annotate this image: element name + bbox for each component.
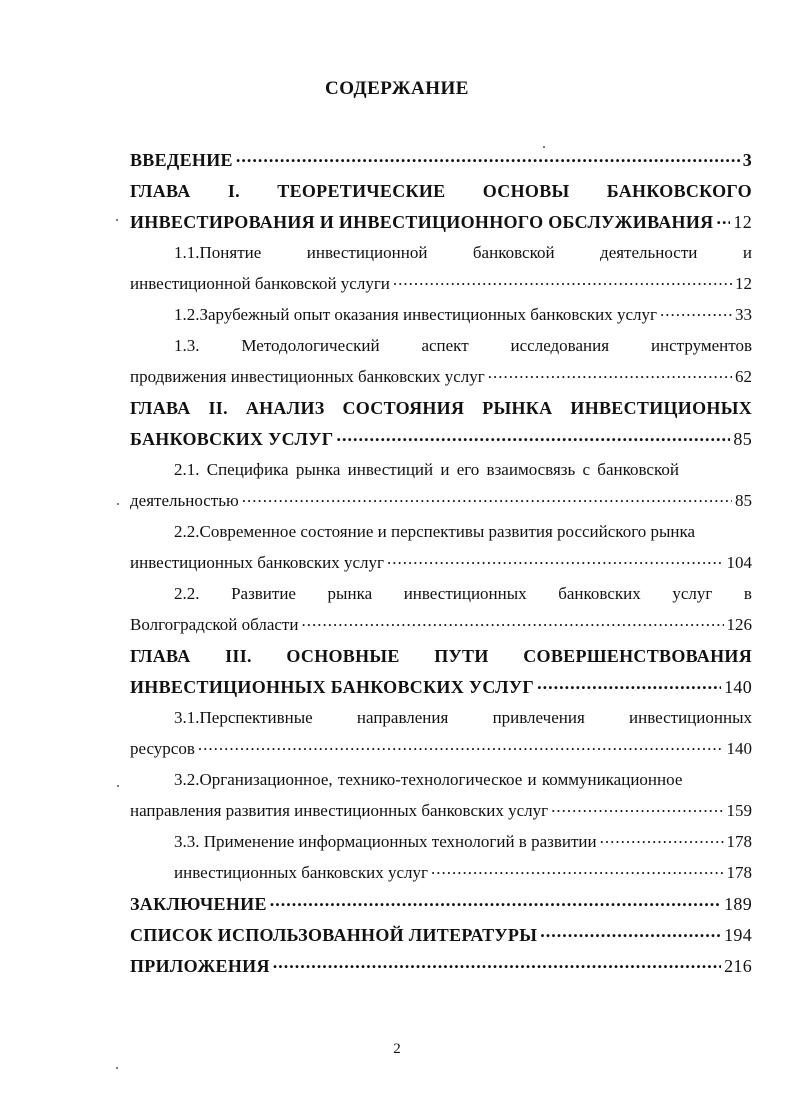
toc-word: инвестиционных <box>629 708 752 727</box>
toc-chapter-2-line-1[interactable] <box>130 388 752 419</box>
toc-entry-appendices[interactable] <box>130 946 752 977</box>
dot-leader <box>273 951 721 973</box>
toc-section-3-3-line-1[interactable] <box>130 822 752 853</box>
toc-word: Методологический <box>241 336 380 355</box>
toc-section-3-1-line-2[interactable] <box>130 729 752 760</box>
toc-word: банковской <box>472 243 555 262</box>
toc-section-2-2-line-1[interactable] <box>130 512 752 543</box>
toc-word: 1.1.Понятие <box>174 243 262 262</box>
toc-entry-label: инвестиционных банковских услуг <box>130 553 384 572</box>
toc-word: Развитие <box>231 584 296 603</box>
toc-page-number: 12 <box>735 274 752 293</box>
page-number: 2 <box>393 1041 401 1057</box>
dot-leader <box>198 734 724 756</box>
toc-entry-label: СПИСОК ИСПОЛЬЗОВАННОЙ ЛИТЕРАТУРЫ <box>130 925 538 945</box>
toc-word: направления <box>356 708 449 727</box>
toc-chapter-2-line-2[interactable] <box>130 419 752 450</box>
toc-page-number: 140 <box>724 677 752 697</box>
toc-word: инвестиционной <box>306 243 428 262</box>
dot-leader <box>236 145 740 167</box>
scan-speck <box>116 1067 118 1069</box>
toc-word: банковских <box>558 584 641 603</box>
toc-word: и <box>742 243 752 262</box>
toc-page-number: 189 <box>724 894 752 914</box>
toc-word: аспект <box>421 336 469 355</box>
toc-entry-label: ИНВЕСТИРОВАНИЯ И ИНВЕСТИЦИОННОГО ОБСЛУЖИВАНИЯ <box>130 212 714 232</box>
toc-word: рынка <box>327 584 373 603</box>
dot-leader <box>660 300 732 322</box>
scan-speck <box>116 219 118 221</box>
toc-section-2-3-line-1[interactable] <box>130 574 752 605</box>
toc-entry-label: 3.3. Применение информационных технологий в развитии <box>174 832 597 851</box>
toc-entry-label: 2.2.Современное состояние и перспективы развития российского рынка <box>174 522 696 541</box>
dot-leader <box>301 610 723 632</box>
toc-entry-label: инвестиционной банковской услуги <box>130 274 390 293</box>
toc-section-2-1-line-1[interactable] <box>130 450 752 481</box>
toc-section-3-1-line-1[interactable] <box>130 698 752 729</box>
toc-chapter-3-line-2[interactable] <box>130 667 752 698</box>
toc-entry-label: направления развития инвестиционных банковских услуг <box>130 801 549 820</box>
toc-word: СОВЕРШЕНСТВОВАНИЯ <box>523 646 752 666</box>
toc-section-3-2-line-2[interactable] <box>130 791 752 822</box>
toc-word: деятельности <box>600 243 698 262</box>
dot-leader <box>488 362 732 384</box>
toc-section-3-2-line-1[interactable] <box>130 760 752 791</box>
toc-section-1-3-line-2[interactable] <box>130 357 752 388</box>
toc-section-1-1-line-1[interactable] <box>130 233 752 264</box>
toc-entry-label: ИНВЕСТИЦИОННЫХ БАНКОВСКИХ УСЛУГ <box>130 677 535 697</box>
dot-leader <box>551 796 723 818</box>
toc-word: ГЛАВА <box>130 181 191 201</box>
toc-word: ПУТИ <box>434 646 489 666</box>
toc-section-1-3-line-1[interactable] <box>130 326 752 357</box>
toc-page-number: 3 <box>742 150 752 170</box>
scan-speck <box>117 503 119 505</box>
toc-word: 3.1.Перспективные <box>174 708 313 727</box>
toc-chapter-1-line-2[interactable] <box>130 202 752 233</box>
toc-word: привлечения <box>492 708 585 727</box>
dot-leader <box>336 424 730 446</box>
toc-entry-label: продвижения инвестиционных банковских услуг <box>130 367 485 386</box>
dot-leader <box>387 548 724 570</box>
toc-word: ГЛАВА <box>130 646 191 666</box>
toc-word: III. <box>225 646 252 666</box>
dot-leader <box>540 920 721 942</box>
table-of-contents <box>130 140 752 977</box>
toc-entry-label: ресурсов <box>130 739 195 758</box>
toc-word: БАНКОВСКОГО <box>606 181 752 201</box>
toc-entry-label: деятельностью <box>130 491 239 510</box>
toc-page-number: 140 <box>726 739 752 758</box>
dot-leader <box>716 207 730 229</box>
toc-word: ОСНОВНЫЕ <box>286 646 400 666</box>
dot-leader <box>537 672 721 694</box>
toc-entry-label: инвестиционных банковских услуг <box>174 863 428 882</box>
toc-page-number: 33 <box>735 305 752 324</box>
toc-entry-label: Волгоградской области <box>130 615 299 634</box>
toc-word: инструментов <box>650 336 752 355</box>
scan-speck <box>543 146 545 148</box>
toc-word: в <box>743 584 752 603</box>
toc-entry-label: ВВЕДЕНИЕ <box>130 150 233 170</box>
dot-leader <box>600 827 724 849</box>
toc-page-number: 216 <box>724 956 752 976</box>
toc-section-3-3-line-2[interactable] <box>130 853 752 884</box>
toc-entry-references[interactable] <box>130 915 752 946</box>
toc-page-number: 104 <box>726 553 752 572</box>
toc-page-number: 12 <box>733 212 752 232</box>
toc-chapter-3-line-1[interactable] <box>130 636 752 667</box>
toc-page-number: 85 <box>735 491 752 510</box>
toc-entry-label: 3.2.Организационное, технико-технологическое и коммуникационное <box>174 770 683 789</box>
dot-leader <box>393 269 732 291</box>
toc-section-2-2-line-2[interactable] <box>130 543 752 574</box>
toc-word: услуг <box>672 584 713 603</box>
dot-leader <box>270 889 721 911</box>
toc-word: исследования <box>510 336 610 355</box>
toc-entry-label: ПРИЛОЖЕНИЯ <box>130 956 270 976</box>
toc-word: ИНВЕСТИЦИОНЫХ <box>570 398 752 418</box>
toc-word: II. <box>208 398 228 418</box>
toc-entry-conclusion[interactable] <box>130 884 752 915</box>
toc-page-number: 194 <box>724 925 752 945</box>
toc-word: 1.3. <box>174 336 200 355</box>
toc-word: I. <box>227 181 240 201</box>
toc-entry-label: БАНКОВСКИХ УСЛУГ <box>130 429 334 449</box>
toc-word: ТЕОРЕТИЧЕСКИЕ <box>277 181 446 201</box>
toc-section-1-1-line-2[interactable] <box>130 264 752 295</box>
toc-word: АНАЛИЗ <box>245 398 325 418</box>
dot-leader <box>431 858 724 880</box>
toc-entry-label: 2.1. Специфика рынка инвестиций и его взаимосвязь с банковской <box>174 460 679 479</box>
page-title: СОДЕРЖАНИЕ <box>325 78 469 99</box>
toc-word: СОСТОЯНИЯ <box>342 398 465 418</box>
toc-word: инвестиционных <box>403 584 527 603</box>
toc-entry-label: ЗАКЛЮЧЕНИЕ <box>130 894 267 914</box>
toc-word: РЫНКА <box>482 398 553 418</box>
toc-page-number: 62 <box>735 367 752 386</box>
toc-page-number: 178 <box>726 832 752 851</box>
toc-word: ГЛАВА <box>130 398 191 418</box>
toc-entry-label: 1.2.Зарубежный опыт оказания инвестиционных банковских услуг <box>174 305 657 324</box>
toc-section-2-1-line-2[interactable] <box>130 481 752 512</box>
toc-page-number: 178 <box>726 863 752 882</box>
scan-speck <box>117 785 119 787</box>
toc-page-number: 159 <box>726 801 752 820</box>
toc-word: 2.2. <box>174 584 200 603</box>
toc-entry-introduction[interactable] <box>130 140 752 171</box>
toc-word: ОСНОВЫ <box>482 181 570 201</box>
toc-chapter-1-line-1[interactable] <box>130 171 752 202</box>
toc-page-number: 126 <box>726 615 752 634</box>
toc-section-2-3-line-2[interactable] <box>130 605 752 636</box>
dot-leader <box>242 486 732 508</box>
toc-page-number: 85 <box>733 429 752 449</box>
toc-section-1-2[interactable] <box>130 295 752 326</box>
